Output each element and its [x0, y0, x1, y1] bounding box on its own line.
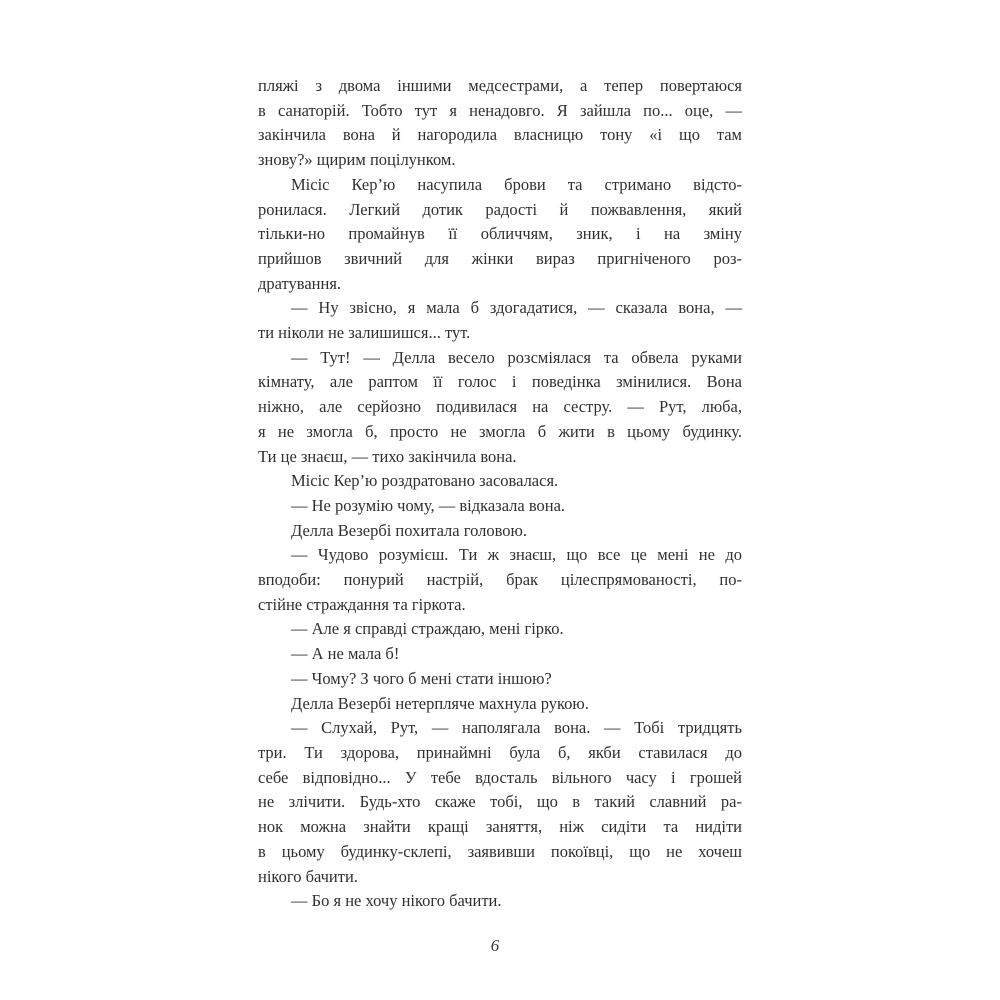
- text-line: три. Ти здорова, принаймні була б, якби ставилася до: [258, 742, 742, 762]
- paragraph: [258, 469, 742, 494]
- paragraph: [258, 519, 742, 544]
- text-line: стійне страждання та гіркота.: [258, 594, 466, 614]
- text-line: ронилася. Легкий дотик радості й пожвавлення, який: [258, 199, 742, 219]
- text-line: — Ну звісно, я мала б здогадатися, — сказала вона, —: [291, 298, 742, 318]
- paragraph: [258, 296, 742, 345]
- text-line: я не змогла б, просто не змогла б жити в цьому будинку.: [258, 421, 742, 441]
- text-line: кімнату, але раптом її голос і поведінка змінилися. Вона: [258, 372, 742, 392]
- text-line: закінчила вона й нагородила власницю тону «і що там: [258, 125, 742, 145]
- text-line: в санаторій. Тобто тут я ненадовго. Я зайшла по... оце, —: [258, 100, 742, 120]
- text-line: вподоби: понурий настрій, брак цілеспрямованості, по-: [258, 570, 742, 590]
- text-line: себе відповідно... У тебе вдосталь вільного часу і грошей: [258, 767, 742, 787]
- text-line: прийшов звичний для жінки вираз пригніченого роз-: [258, 248, 742, 268]
- text-line: Місіс Кер’ю насупила брови та стримано відсто-: [291, 174, 742, 194]
- text-line: Делла Везербі похитала головою.: [291, 520, 527, 540]
- text-line: Делла Везербі нетерпляче махнула рукою.: [291, 693, 589, 713]
- text-line: — Але я справді страждаю, мені гірко.: [291, 619, 564, 639]
- paragraph: [258, 74, 742, 173]
- text-line: ти ніколи не залишишся... тут.: [258, 323, 471, 343]
- text-line: — А не мала б!: [291, 644, 400, 664]
- paragraph: [258, 889, 742, 914]
- text-line: ніжно, але серйозно подивилася на сестру. — Рут, люба,: [258, 397, 742, 417]
- text-line: Місіс Кер’ю роздратовано засовалася.: [291, 471, 559, 491]
- paragraph: [258, 543, 742, 617]
- page-text: [258, 74, 742, 914]
- text-line: дратування.: [258, 273, 342, 293]
- paragraph: [258, 346, 742, 470]
- paragraph: [258, 716, 742, 889]
- paragraph: [258, 642, 742, 667]
- paragraph: [258, 667, 742, 692]
- text-line: — Тут! — Делла весело розсміялася та обвела руками: [291, 347, 742, 367]
- text-line: нікого бачити.: [258, 866, 358, 886]
- text-line: — Не розумію чому, — відказала вона.: [291, 495, 566, 515]
- text-line: — Слухай, Рут, — наполягала вона. — Тобі тридцять: [291, 718, 742, 738]
- text-line: Ти це знаєш, — тихо закінчила вона.: [258, 446, 517, 466]
- paragraph: [258, 173, 742, 297]
- text-line: — Чудово розумієш. Ти ж знаєш, що все це мені не до: [291, 545, 742, 565]
- text-line: знову?» щирим поцілунком.: [258, 150, 456, 170]
- paragraph: [258, 494, 742, 519]
- text-line: тільки-но промайнув її обличчям, зник, і на зміну: [258, 224, 742, 244]
- text-line: в цьому будинку-склепі, заявивши покоївці, що не хочеш: [258, 841, 742, 861]
- paragraph: [258, 617, 742, 642]
- text-line: не злічити. Будь-хто скаже тобі, що в такий славний ра-: [258, 792, 742, 812]
- text-line: пляжі з двома іншими медсестрами, а тепер повертаюся: [258, 76, 742, 95]
- text-line: — Чому? З чого б мені стати іншою?: [291, 668, 552, 688]
- paragraph: [258, 692, 742, 717]
- text-line: нок можна знайти кращі заняття, ніж сидіти та нидіти: [258, 817, 742, 837]
- text-line: — Бо я не хочу нікого бачити.: [291, 891, 502, 911]
- page-number: 6: [490, 936, 500, 955]
